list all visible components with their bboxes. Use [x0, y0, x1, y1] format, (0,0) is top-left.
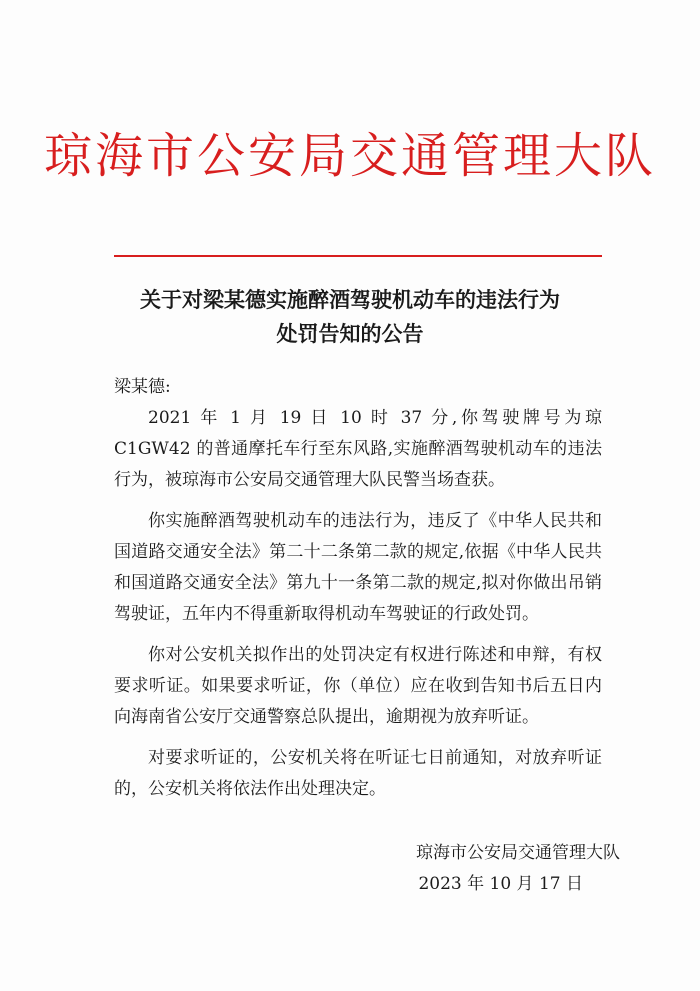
organization-header: 琼海市公安局交通管理大队: [43, 128, 656, 184]
document-body: [114, 372, 602, 805]
salutation: 梁某德:: [114, 377, 171, 397]
signature-block: [320, 838, 620, 900]
title-line-1: 关于对梁某德实施醉酒驾驶机动车的违法行为: [140, 287, 560, 312]
document-title: [0, 283, 700, 351]
title-line-2: 处罚告知的公告: [276, 321, 424, 346]
paragraph-incident: 2021 年 1 月 19 日 10 时 37 分,你驾驶牌号为琼 C1GW42 的普通摩托车行至东风路,实施醉酒驾驶机动车的违法行为，被琼海市公安局交通管理大队民警当场查获。: [114, 408, 602, 490]
paragraph-violation: 你实施醉酒驾驶机动车的违法行为，违反了《中华人民共和国道路交通安全法》第二十二条第二款的规定,依据《中华人民共和国道路交通安全法》第九十一条第二款的规定,拟对你做出吊销驾驶证，五年内不得重新取得机动车驾驶证的行政处罚。: [114, 511, 602, 624]
paragraph-rights: 你对公安机关拟作出的处罚决定有权进行陈述和申辩，有权要求听证。如果要求听证，你（单位）应在收到告知书后五日内向海南省公安厅交通警察总队提出，逾期视为放弃听证。: [114, 645, 602, 727]
signature-organization: 琼海市公安局交通管理大队: [416, 843, 620, 863]
signature-date: 2023 年 10 月 17 日: [418, 874, 583, 894]
header-divider: [114, 255, 602, 257]
paragraph-hearing: 对要求听证的，公安机关将在听证七日前通知，对放弃听证的，公安机关将依法作出处理决定。: [114, 748, 602, 799]
